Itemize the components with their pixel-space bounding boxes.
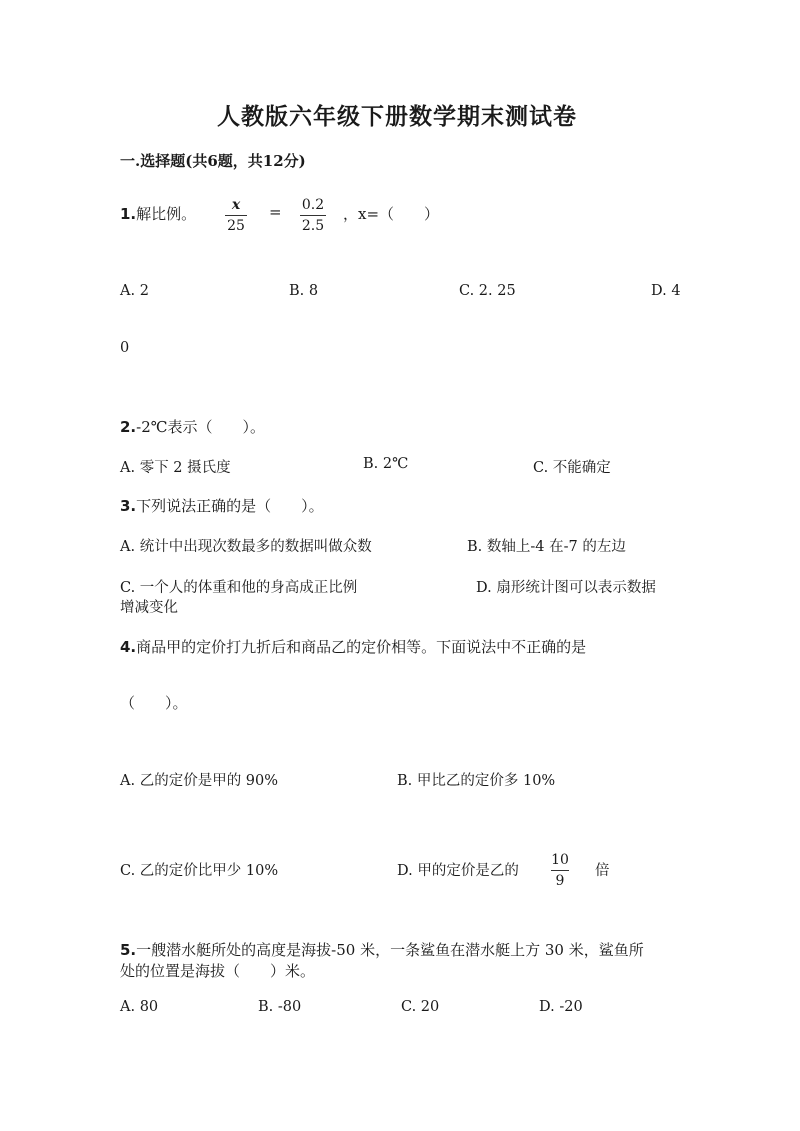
question-text: -2℃表示（ ）。 (136, 418, 266, 436)
question-number: 1. (120, 205, 137, 223)
fraction-numerator: 10 (551, 852, 569, 868)
option-d-wrap: 增减变化 (120, 600, 178, 616)
option-c[interactable]: C. 乙的定价比甲少 10% (120, 863, 279, 879)
fraction-denominator: 25 (227, 218, 245, 234)
equals-sign: = (269, 203, 282, 221)
option-d[interactable]: D. 4 (651, 283, 681, 299)
fraction-denominator: 2.5 (301, 218, 325, 234)
question-text-line-2: 处的位置是海拔（ ）米。 (120, 962, 316, 980)
option-a[interactable]: A. 乙的定价是甲的 90% (120, 773, 279, 789)
option-d-tail: 倍 (595, 863, 610, 879)
question-text: 解比例。 (136, 205, 197, 223)
fraction-10-over-9 (551, 852, 569, 889)
option-b[interactable]: B. -80 (258, 999, 302, 1015)
option-c[interactable]: C. 一个人的体重和他的身高成正比例 (120, 580, 358, 596)
option-c[interactable]: C. 2. 25 (459, 283, 516, 299)
fraction-bar (551, 870, 569, 871)
fraction-numerator: 0.2 (301, 197, 325, 213)
question-number: 4. (120, 638, 137, 656)
option-a[interactable]: A. 2 (120, 283, 149, 299)
fraction-bar (225, 215, 247, 216)
option-b[interactable]: B. 2℃ (363, 456, 409, 472)
answer-blank: （ ）。 (120, 694, 188, 712)
question-text: 下列说法正确的是（ ）。 (136, 497, 324, 515)
fraction-bar (300, 215, 326, 216)
question-1 (120, 203, 196, 224)
page-title: 人教版六年级下册数学期末测试卷 (217, 103, 577, 130)
question-2 (120, 416, 265, 437)
fraction-numerator: x (231, 197, 241, 213)
option-b[interactable]: B. 甲比乙的定价多 10% (397, 773, 556, 789)
option-b[interactable]: B. 数轴上-4 在-7 的左边 (467, 539, 626, 555)
question-text: 商品甲的定价打九折后和商品乙的定价相等。下面说法中不正确的是 (136, 638, 587, 656)
question-3 (120, 495, 324, 516)
fraction-denominator: 9 (555, 873, 565, 889)
question-number: 3. (120, 497, 137, 515)
option-d[interactable]: D. 甲的定价是乙的 (397, 863, 519, 879)
fraction-x-over-25 (225, 197, 247, 234)
option-d[interactable]: D. 扇形统计图可以表示数据 (476, 580, 656, 596)
question-tail: ，x=（ ） (343, 205, 440, 223)
option-b[interactable]: B. 8 (289, 283, 319, 299)
option-a[interactable]: A. 统计中出现次数最多的数据叫做众数 (120, 539, 372, 555)
option-a[interactable]: A. 零下 2 摄氏度 (120, 460, 231, 476)
option-c[interactable]: C. 20 (401, 999, 440, 1015)
question-number: 5. (120, 941, 137, 959)
question-text: 一艘潜水艇所处的高度是海拔-50 米，一条鲨鱼在潜水艇上方 30 米，鲨鱼所 (136, 941, 644, 959)
option-c[interactable]: C. 不能确定 (533, 460, 611, 476)
section-heading: 一.选择题(共6题，共12分) (120, 152, 306, 170)
fraction-0.2-over-2.5 (300, 197, 326, 234)
option-d-wrap: 0 (120, 340, 130, 356)
question-5 (120, 939, 644, 960)
question-number: 2. (120, 418, 137, 436)
option-a[interactable]: A. 80 (120, 999, 159, 1015)
option-d[interactable]: D. -20 (539, 999, 583, 1015)
question-4 (120, 636, 586, 657)
